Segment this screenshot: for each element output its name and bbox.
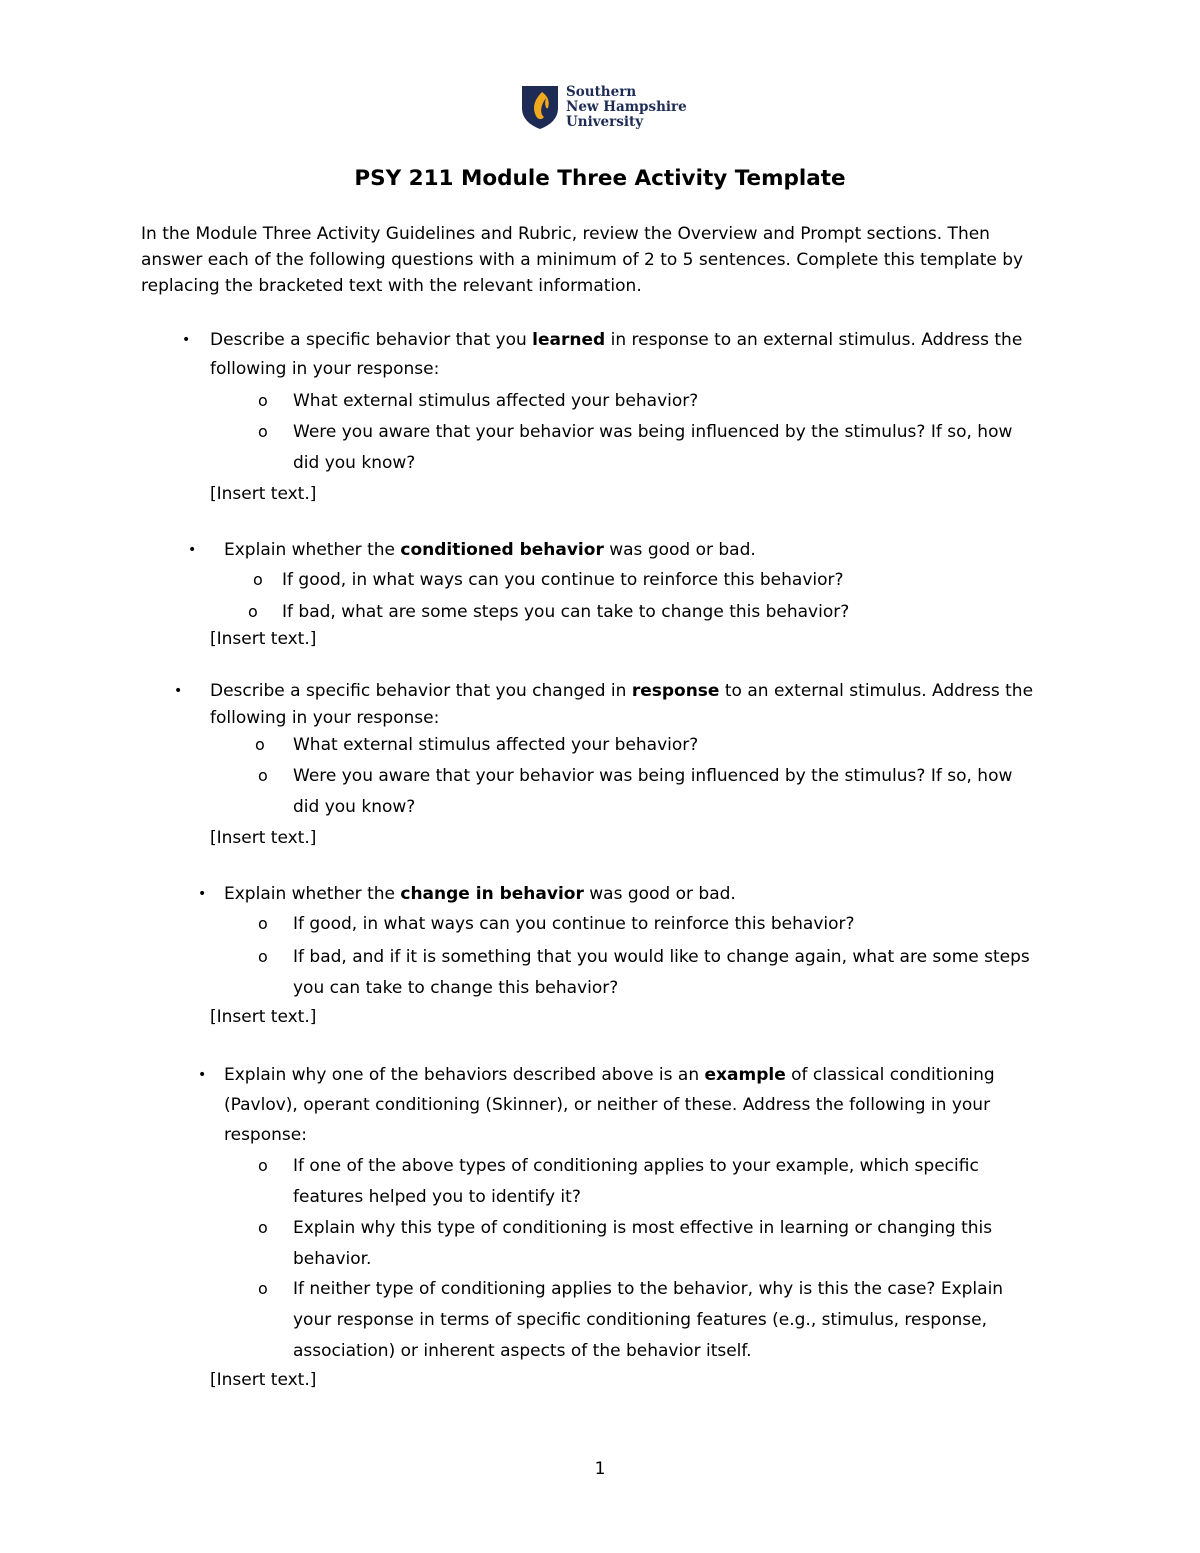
sub-bullet-icon: o <box>258 766 268 785</box>
logo-line-3: University <box>566 114 644 130</box>
sub-bullet-icon: o <box>258 1218 268 1237</box>
sub-bullet-icon: o <box>258 914 268 933</box>
section-5-sub-1-cont: features helped you to identify it? <box>293 1187 581 1207</box>
section-4-sub-2: If bad, and if it is something that you would like to change again, what are some steps <box>293 947 1030 967</box>
sub-bullet-icon: o <box>258 1156 268 1175</box>
section-5-prompt-cont: (Pavlov), operant conditioning (Skinner), or neither of these. Address the following in your <box>224 1095 991 1115</box>
section-4-prompt: Explain whether the change in behavior was good or bad. <box>224 884 736 904</box>
section-2-sub-1: If good, in what ways can you continue to reinforce this behavior? <box>282 570 844 590</box>
section-1-sub-2-cont: did you know? <box>293 453 416 473</box>
section-5-prompt-cont-2: response: <box>224 1125 307 1145</box>
section-1-prompt: Describe a specific behavior that you learned in response to an external stimulus. Address the <box>210 330 1023 350</box>
page-number: 1 <box>594 1459 606 1479</box>
section-4-sub-1: If good, in what ways can you continue to reinforce this behavior? <box>293 914 855 934</box>
insert-text-placeholder[interactable]: [Insert text.] <box>210 629 317 649</box>
section-2-prompt: Explain whether the conditioned behavior was good or bad. <box>224 540 756 560</box>
section-1-sub-1: What external stimulus affected your behavior? <box>293 391 699 411</box>
section-1-sub-2: Were you aware that your behavior was being influenced by the stimulus? If so, how <box>293 422 1013 442</box>
sub-bullet-icon: o <box>258 391 268 410</box>
section-5-sub-2-cont: behavior. <box>293 1249 372 1269</box>
section-5-sub-3-cont: your response in terms of specific conditioning features (e.g., stimulus, response, <box>293 1310 987 1330</box>
section-5-sub-2: Explain why this type of conditioning is most effective in learning or changing this <box>293 1218 993 1238</box>
section-1-prompt-cont: following in your response: <box>210 359 440 379</box>
section-5-sub-3: If neither type of conditioning applies to the behavior, why is this the case? Explain <box>293 1279 1004 1299</box>
sub-bullet-icon: o <box>253 570 263 589</box>
sub-bullet-icon: o <box>258 422 268 441</box>
section-5-sub-1: If one of the above types of conditioning applies to your example, which specific <box>293 1156 979 1176</box>
bullet-icon: • <box>188 542 197 558</box>
section-3-sub-2: Were you aware that your behavior was being influenced by the stimulus? If so, how <box>293 766 1013 786</box>
sub-bullet-icon: o <box>258 1279 268 1298</box>
shield-flame-icon <box>520 84 560 130</box>
sub-bullet-icon: o <box>255 735 265 754</box>
intro-line: answer each of the following questions with a minimum of 2 to 5 sentences. Complete this template by <box>141 250 1024 270</box>
intro-paragraph <box>141 221 1061 299</box>
insert-text-placeholder[interactable]: [Insert text.] <box>210 484 317 504</box>
section-4-sub-2-cont: you can take to change this behavior? <box>293 978 619 998</box>
bullet-icon: • <box>198 1067 207 1083</box>
section-5-prompt: Explain why one of the behaviors described above is an example of classical conditioning <box>224 1065 995 1085</box>
bullet-icon: • <box>182 332 191 348</box>
section-3-prompt-cont: following in your response: <box>210 708 440 728</box>
sub-bullet-icon: o <box>258 947 268 966</box>
section-3-prompt: Describe a specific behavior that you changed in response to an external stimulus. Address the <box>210 681 1034 701</box>
university-logo <box>520 84 695 132</box>
section-3-sub-1: What external stimulus affected your behavior? <box>293 735 699 755</box>
bullet-icon: • <box>174 683 183 699</box>
page-title: PSY 211 Module Three Activity Template <box>354 166 846 191</box>
intro-line: replacing the bracketed text with the relevant information. <box>141 276 642 296</box>
intro-line: In the Module Three Activity Guidelines and Rubric, review the Overview and Prompt sections. Then <box>141 224 990 244</box>
logo-line-2: New Hampshire <box>566 99 687 115</box>
sub-bullet-icon: o <box>248 602 258 621</box>
insert-text-placeholder[interactable]: [Insert text.] <box>210 1370 317 1390</box>
section-5-sub-3-cont-2: association) or inherent aspects of the behavior itself. <box>293 1341 752 1361</box>
logo-line-1: Southern <box>566 84 637 100</box>
insert-text-placeholder[interactable]: [Insert text.] <box>210 828 317 848</box>
bullet-icon: • <box>198 886 207 902</box>
insert-text-placeholder[interactable]: [Insert text.] <box>210 1007 317 1027</box>
section-2-sub-2: If bad, what are some steps you can take to change this behavior? <box>282 602 850 622</box>
section-3-sub-2-cont: did you know? <box>293 797 416 817</box>
